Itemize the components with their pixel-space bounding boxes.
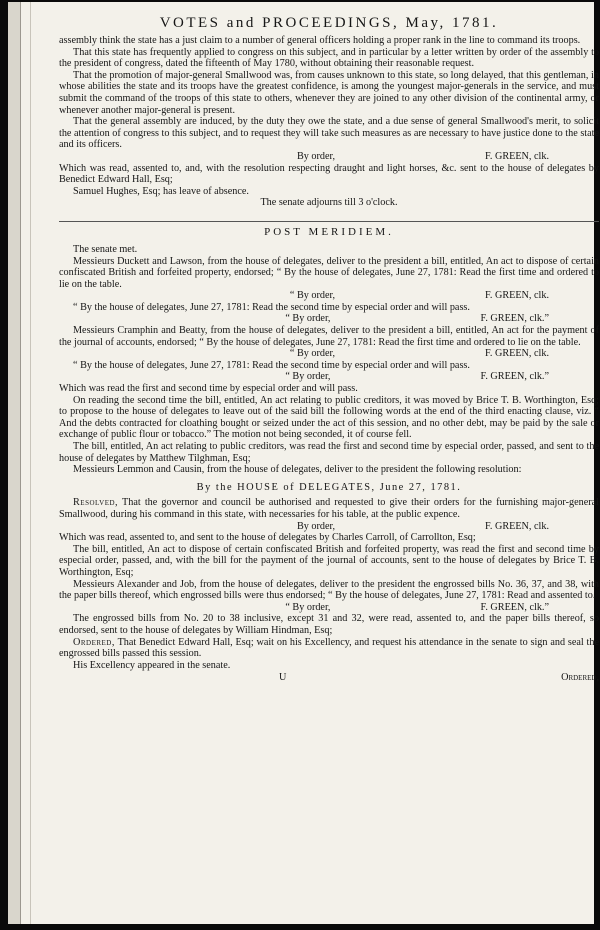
paragraph: “ By the house of delegates, June 27, 1781: Read the second time by especial order and will pass. xyxy=(73,359,470,371)
paragraph: “ By the house of delegates, June 27, 1781: Read the second time by especial order and will pass. xyxy=(73,301,470,313)
clerk: F. GREEN, clk.” xyxy=(480,313,549,325)
paragraph: Which was read, assented to, and, with the resolution respecting draught and light horses, &c. sent to the house of delegates by Benedict Edward Hall, Esq; xyxy=(59,162,599,186)
signature-mark: U xyxy=(279,672,287,684)
paragraph: That the promotion of major-general Smallwood was, from causes unknown to this state, so long delayed, that this gentleman, in whose abilities the state and its troops have the greatest confidence, is among the youngest major-generals in the service, and must submit the command of the troops of this state to others, whenever they are joined to any other division of the continental army, or whenever another major-general is present. xyxy=(59,69,599,116)
section-heading: POST MERIDIEM. xyxy=(59,221,599,240)
page-header: VOTES and PROCEEDINGS, May, 1781. xyxy=(159,15,499,31)
paragraph: On reading the second time the bill, entitled, An act relating to public creditors, it was moved by Brice T. B. Worthington, Esq; to propose to the house of delegates to leave out of the said bill the following words at the end of the third enacting clause, viz. “ And the debts contracted for cloathing bought or seized under the act of this session, and no other debt, may be paid by the sale or exchange of public flour or tobacco.” The motion not being seconded, it of course fell. xyxy=(59,394,599,441)
paragraph: Messieurs Duckett and Lawson, from the house of delegates, deliver to the president a bill, entitled, An act to dispose of certain confiscated British and forfeited property, endorsed; “ By the house of delegates, June 27, 1781: Read the first time and ordered to lie on the table. xyxy=(59,255,599,290)
signature-line xyxy=(59,151,599,163)
paragraph: The bill, entitled, An act to dispose of certain confiscated British and forfeited property, was read the first and second time by especial order, passed, and, with the bill for the payment of the journal of accounts, sent to the house of delegates by Brice T. B. Worthington, Esq; xyxy=(59,543,599,578)
paragraph: Which was read, assented to, and sent to the house of delegates by Charles Carroll, of Carrollton, Esq; xyxy=(59,532,476,544)
resolution-text: That the governor and council be authorised and requested to give their orders for the furnishing major-general Smallwood, during his command in this state, with necessaries for his table, at the public expence. xyxy=(59,497,599,520)
paragraph: Messieurs Lemmon and Causin, from the house of delegates, deliver to the president the following resolution: xyxy=(73,464,522,476)
page-edge-line xyxy=(20,2,21,924)
page-edge-line xyxy=(30,2,31,924)
by-order: “ By order, xyxy=(285,371,331,383)
paragraph: That this state has frequently applied to congress on this subject, and in particular by a letter written by order of the assembly to the president of congress, dated the fifteenth of May 1780, without obtaining their reasonable request. xyxy=(59,46,599,70)
paragraph: Messieurs Alexander and Job, from the house of delegates, deliver to the president the engrossed bills No. 36, 37, and 38, with the paper bills thereof, which engrossed bills were thus endorsed; “ By the house of delegates, June 27, 1781: Read and assented to. xyxy=(59,578,599,602)
paragraph: The bill, entitled, An act relating to public creditors, was read the first and second time by especial order, passed, and sent to the house of delegates by Matthew Tilghman, Esq; xyxy=(59,441,599,464)
page-left-border xyxy=(8,2,20,924)
page-footer xyxy=(59,672,599,684)
signature-line xyxy=(59,371,599,383)
by-order: By order, xyxy=(296,150,336,162)
resolution-heading: By the HOUSE of DELEGATES, June 27, 1781. xyxy=(196,481,462,493)
resolved-word: Resolved, xyxy=(73,497,119,509)
clerk: F. GREEN, clk.” xyxy=(480,601,549,613)
by-order: By order, xyxy=(296,520,336,532)
page-content xyxy=(59,12,599,684)
paragraph: assembly think the state has a just claim to a number of general officers holding a proper rank in the line to command its troops. xyxy=(59,35,581,46)
clerk: F. GREEN, clk. xyxy=(485,290,549,302)
resolution-paragraph xyxy=(59,497,599,520)
ordered-word: Ordered, xyxy=(73,636,115,648)
paragraph: Samuel Hughes, Esq; has leave of absence. xyxy=(73,185,249,197)
signature-line xyxy=(59,602,599,614)
adjourn-line: The senate adjourns till 3 o'clock. xyxy=(260,197,398,209)
by-order: “ By order, xyxy=(289,290,336,302)
clerk: F. GREEN, clk. xyxy=(485,520,549,532)
signature-line xyxy=(59,348,599,360)
paragraph: The engrossed bills from No. 20 to 38 inclusive, except 31 and 32, were read, assented to, and the paper bills thereof, so endorsed, sent to the house of delegates by William Hindman, Esq; xyxy=(59,613,599,636)
catchword: Ordered, xyxy=(561,672,599,684)
by-order: “ By order, xyxy=(285,313,331,325)
paragraph: Which was read the first and second time by especial order and will pass. xyxy=(59,383,358,395)
clerk: F. GREEN, clk.” xyxy=(480,371,549,383)
paragraph: That the general assembly are induced, by the duty they owe the state, and a due sense of general Smallwood's merit, to solicit the attention of congress to this subject, and to request they will take such measures as are necessary to have justice done to the state and its officers. xyxy=(59,116,599,151)
clerk: F. GREEN, clk. xyxy=(485,150,549,162)
paragraph: His Excellency appeared in the senate. xyxy=(73,659,231,671)
paragraph: Messieurs Cramphin and Beatty, from the house of delegates, deliver to the president a bill, entitled, An act for the payment of the journal of accounts, endorsed; “ By the house of delegates, June 27, 1781: Read the first time and ordered to lie on the table. xyxy=(59,325,599,348)
paragraph: The senate met. xyxy=(73,243,138,255)
signature-line xyxy=(59,521,599,533)
by-order: “ By order, xyxy=(289,348,336,360)
signature-line xyxy=(59,290,599,302)
by-order: “ By order, xyxy=(285,601,331,613)
clerk: F. GREEN, clk. xyxy=(485,348,549,360)
document-page xyxy=(8,2,599,924)
signature-line xyxy=(59,313,599,325)
ordered-text: That Benedict Edward Hall, Esq; wait on his Excellency, and request his attendance in the senate to sign and seal the engrossed bills passed this session. xyxy=(59,636,599,660)
ordered-paragraph xyxy=(59,637,599,660)
